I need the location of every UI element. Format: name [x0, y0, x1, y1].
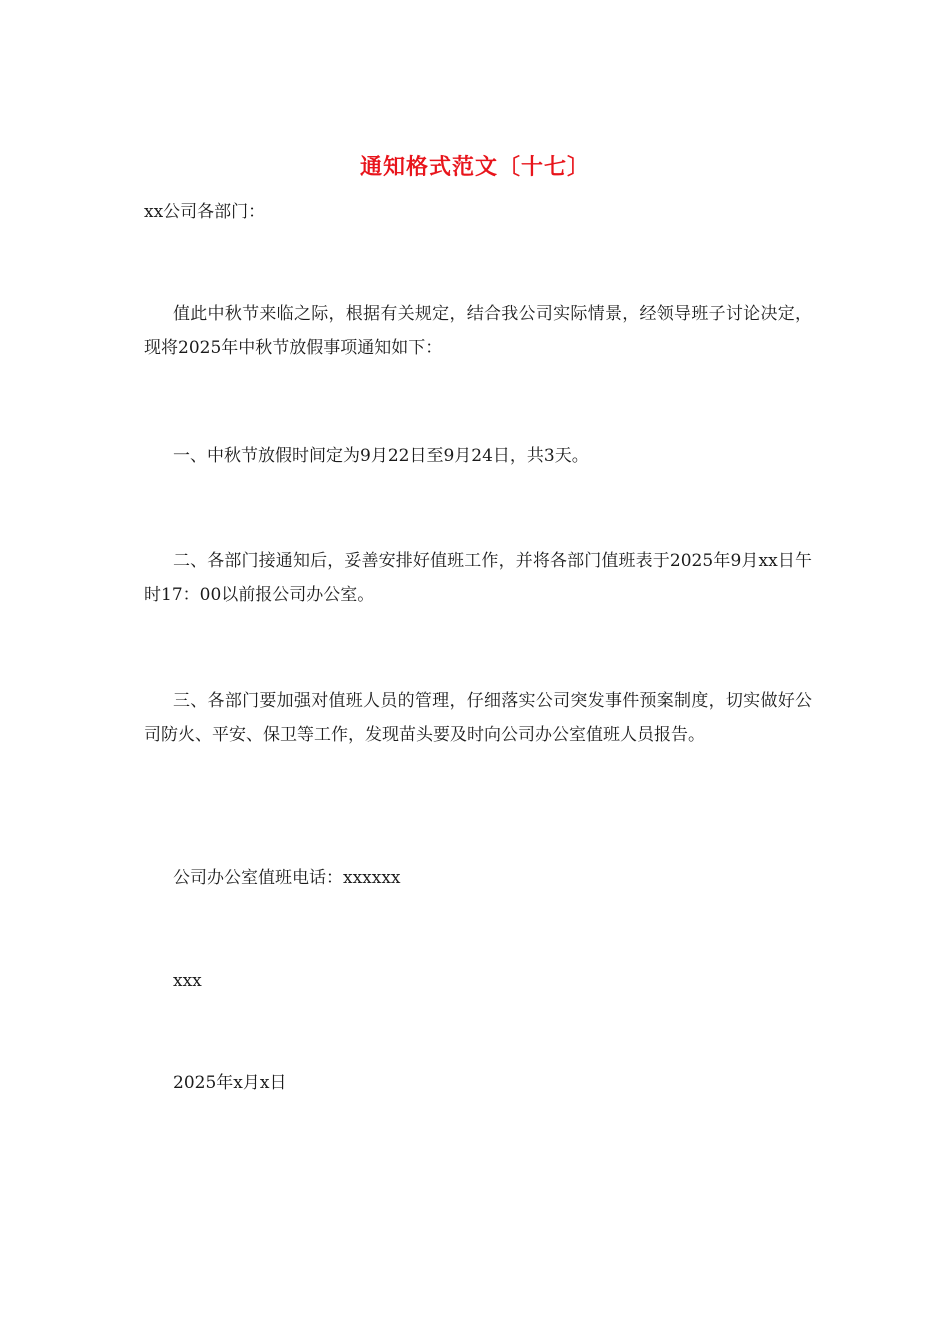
document-date: 2025年x月x日 [173, 1073, 287, 1093]
paragraph-intro: 值此中秋节来临之际，根据有关规定，结合我公司实际情景，经领导班子讨论决定，现将2025年中秋节放假事项通知如下： [144, 304, 812, 358]
salutation: xx公司各部门： [144, 202, 266, 222]
paragraph-item-1: 一、中秋节放假时间定为9月22日至9月24日，共3天。 [173, 446, 589, 466]
phone-line: 公司办公室值班电话：xxxxxx [173, 868, 401, 888]
paragraph-item-2: 二、各部门接通知后，妥善安排好值班工作，并将各部门值班表于2025年9月xx日午时17：00以前报公司办公室。 [144, 551, 812, 605]
paragraph-item-3: 三、各部门要加强对值班人员的管理，仔细落实公司突发事件预案制度，切实做好公司防火、平安、保卫等工作，发现苗头要及时向公司办公室值班人员报告。 [144, 691, 812, 745]
signature: xxx [173, 971, 202, 991]
document-title: 通知格式范文〔十七〕 [359, 154, 590, 180]
